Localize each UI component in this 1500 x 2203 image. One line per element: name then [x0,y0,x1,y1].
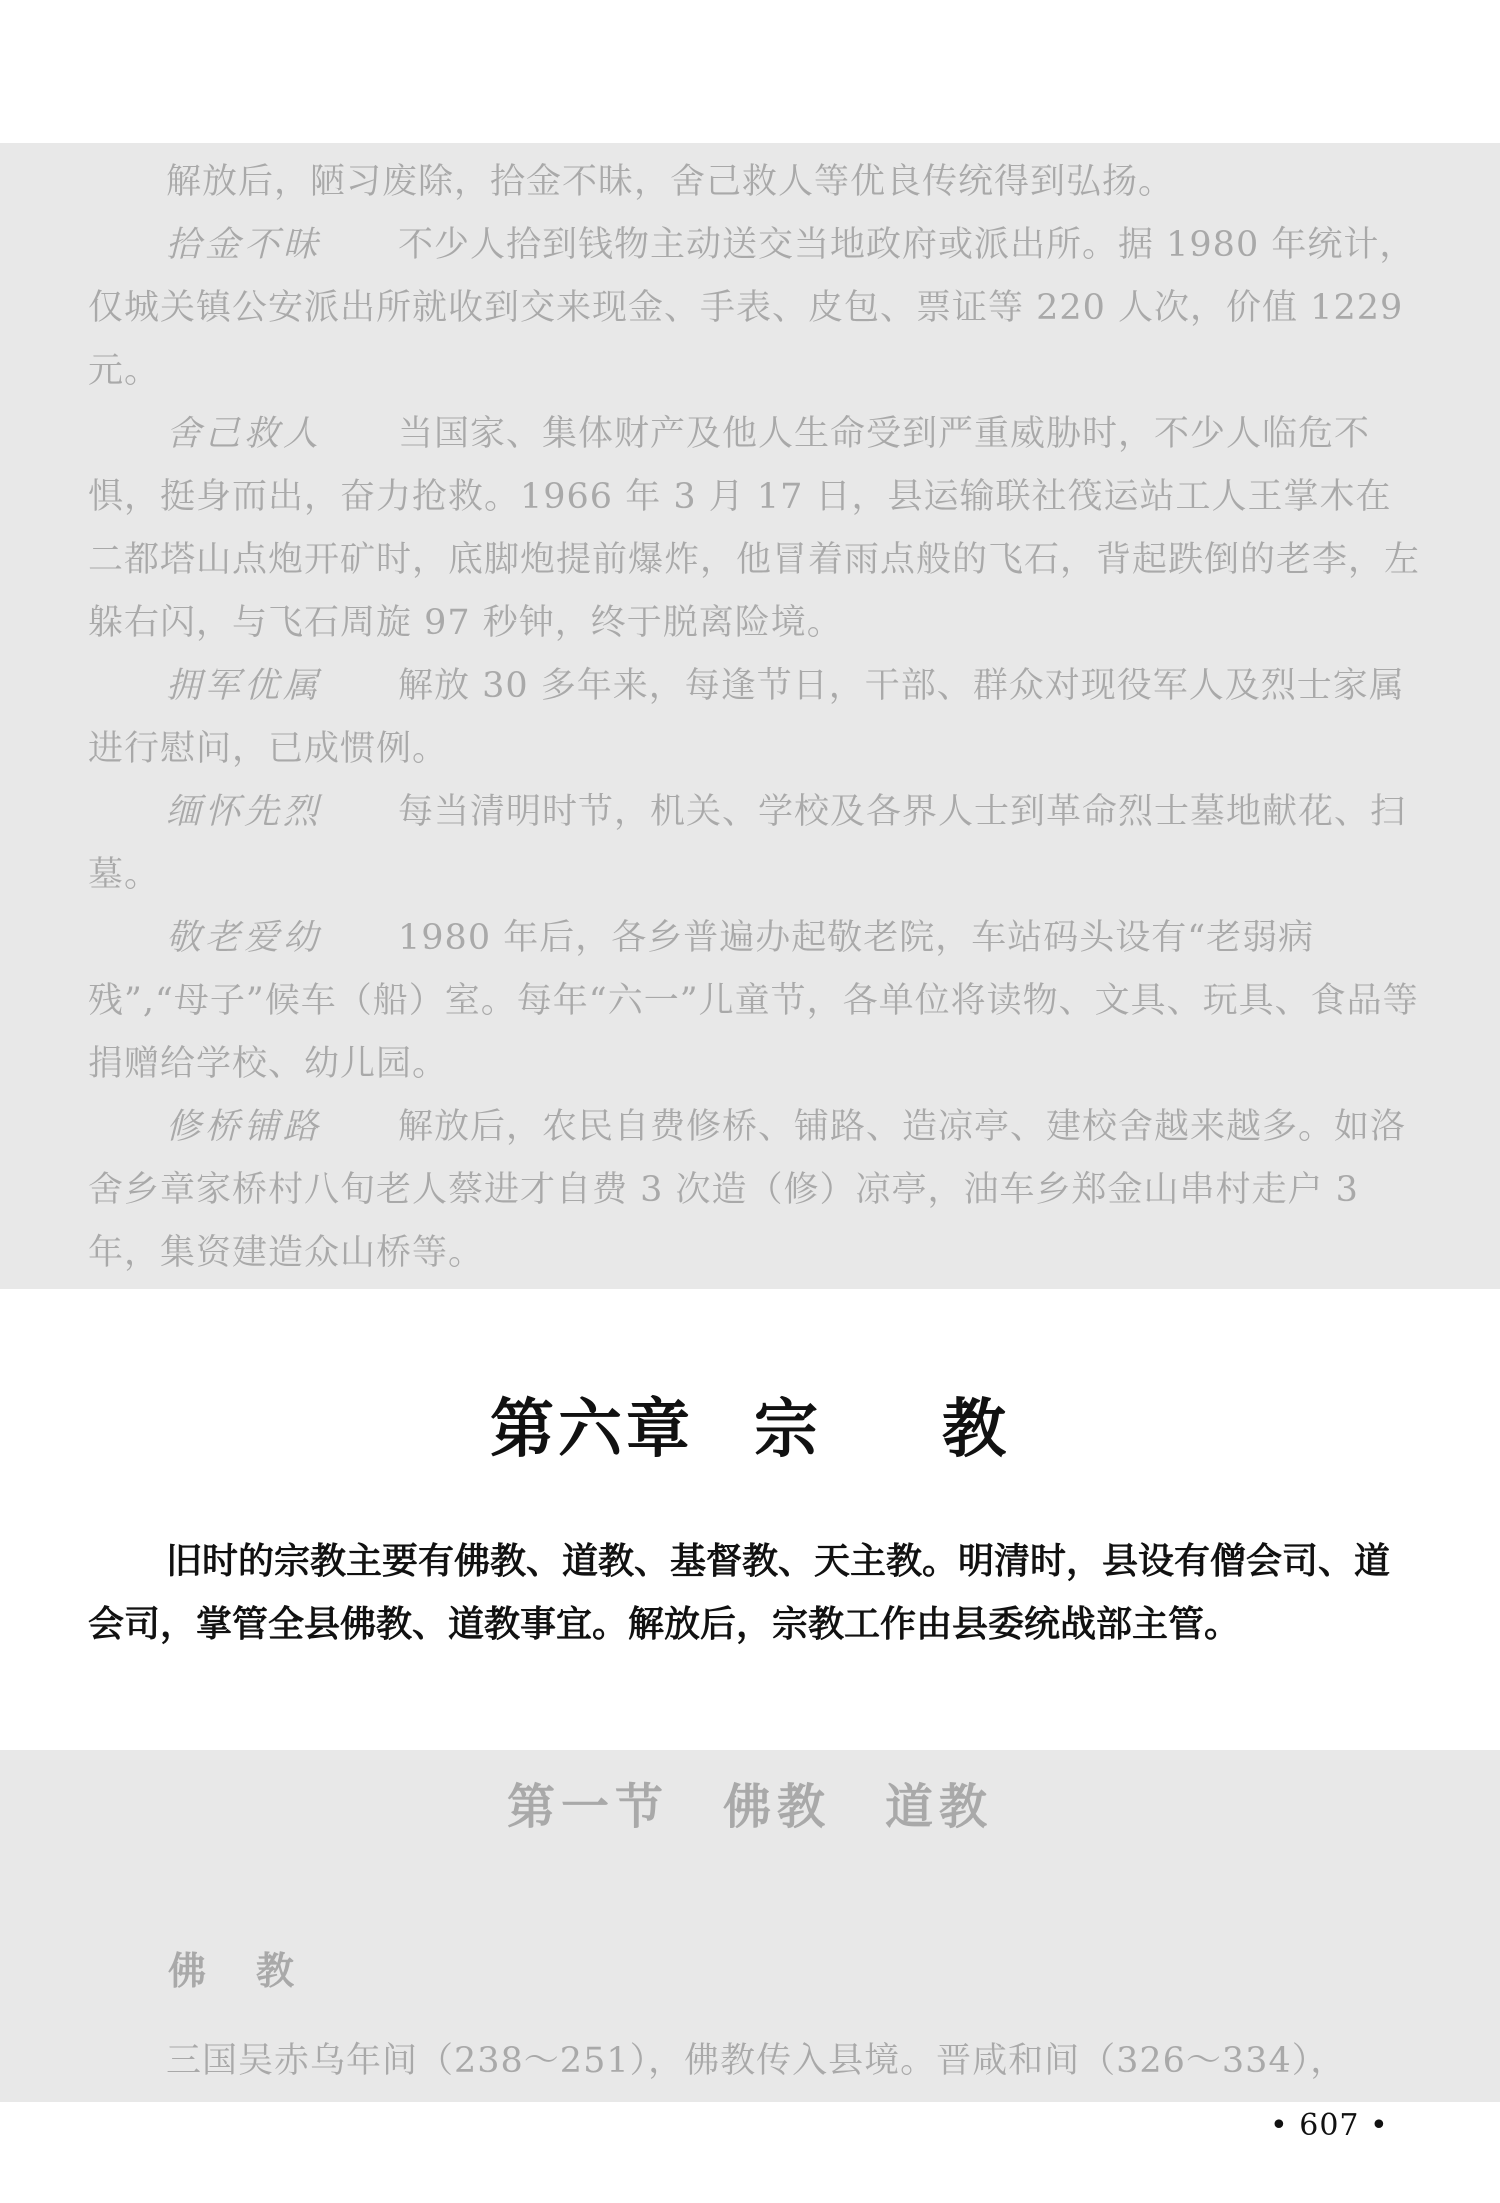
chapter-title [0,1378,1500,1470]
paragraph-support-military [88,655,1420,781]
paragraph-text: 三国吴赤乌年间（238～251），佛教传入县境。晋咸和间（326～334）， [166,2041,1347,2081]
paragraph-post-liberation [88,151,1420,214]
chapter-word-2: 教 [942,1393,1010,1467]
paragraph-remember-martyrs [88,781,1420,907]
paragraph-text: 当国家、集体财产及他人生命受到严重威胁时，不少人临危不惧，挺身而出，奋力抢救。1966 年 3 月 17 日，县运输联社筏运站工人王掌木在二都塔山点炮开矿时，底脚炮提前爆炸，他冒着雨点般的飞石，背起跌倒的老李，左躲右闪，与飞石周旋 97 秒钟，终于脱离险境。 [88,414,1421,643]
paragraph-text: 解放后，陋习废除，拾金不昧，舍己救人等优良传统得到弘扬。 [166,162,1175,202]
paragraph-term: 敬老爱幼 [166,918,323,958]
chapter-intro: 旧时的宗教主要有佛教、道教、基督教、天主教。明清时，县设有僧会司、道会司，掌管全县佛教、道教事宜。解放后，宗教工作由县委统战部主管。 [88,1541,1391,1645]
paragraph-term: 舍己救人 [166,414,323,454]
paragraph-text: 解放后，农民自费修桥、铺路、造凉亭、建校舍越来越多。如洛舍乡章家桥村八旬老人蔡进才自费 3 次造（修）凉亭，油车乡郑金山串村走户 3 年，集资建造众山桥等。 [88,1107,1407,1273]
paragraph-respect-elderly [88,907,1420,1096]
section-title: 第一节 佛教 道教 [506,1779,993,1835]
paragraph-buddhism [88,2030,1420,2093]
section-subhead: 佛教 [168,1948,345,1993]
paragraph-term: 拾金不昧 [166,225,323,265]
paragraph-self-sacrifice [88,403,1420,655]
chapter-number: 第六章 [490,1393,694,1467]
chapter-word-1: 宗 [754,1393,822,1467]
paragraph-text: 不少人拾到钱物主动送交当地政府或派出所。据 1980 年统计，仅城关镇公安派出所就收到交来现金、手表、皮包、票证等 220 人次，价值 1229 元。 [88,225,1416,391]
page-number: • 607 • [1270,2108,1389,2143]
paragraph-text: 每当清明时节，机关、学校及各界人士到革命烈士墓地献花、扫墓。 [88,792,1407,895]
paragraph-honesty [88,214,1420,403]
paragraph-term: 拥军优属 [166,666,323,706]
paragraph-term: 修桥铺路 [166,1107,323,1147]
paragraph-text: 1980 年后，各乡普遍办起敬老院，车站码头设有“老弱病残”,“母子”候车（船）室。每年“六一”儿童节，各单位将读物、文具、玩具、食品等捐赠给学校、幼儿园。 [88,918,1419,1084]
paragraph-term: 缅怀先烈 [166,792,323,832]
paragraph-text: 解放 30 多年来，每逢节日，干部、群众对现役军人及烈士家属进行慰问，已成惯例。 [88,666,1405,769]
paragraph-build-bridges [88,1096,1420,1285]
